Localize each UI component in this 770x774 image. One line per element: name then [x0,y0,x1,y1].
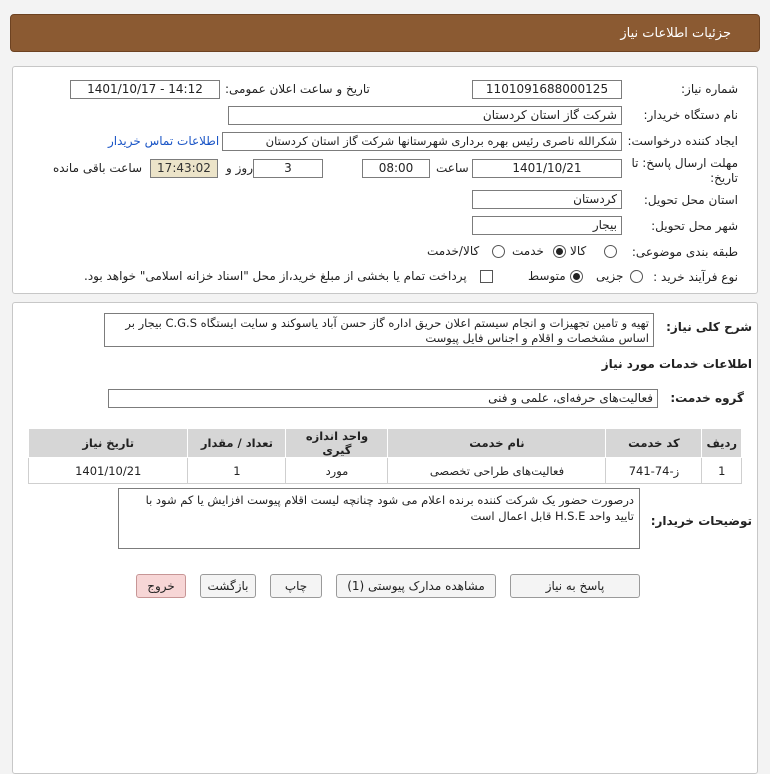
announce-label: تاریخ و ساعت اعلان عمومی: [225,82,370,96]
province-label: استان محل تحویل: [643,193,738,207]
announce-field: 1401/10/17 - 14:12 [70,80,220,99]
cell-unit: مورد [286,458,388,484]
category-goods-radio[interactable] [604,245,617,258]
payment-treasury-checkbox[interactable] [480,270,493,283]
table-row [29,458,742,484]
category-goods-label: کالا [570,244,587,258]
days-label: روز و [226,161,253,175]
cell-quantity: 1 [188,458,286,484]
city-label: شهر محل تحویل: [651,219,738,233]
category-label: طبقه بندی موضوعی: [631,245,738,259]
category-service-radio[interactable] [553,245,566,258]
need-number-field: 1101091688000125 [472,80,622,99]
payment-treasury-label: پرداخت تمام یا بخشی از مبلغ خرید،از محل "اسناد خزانه اسلامی" خواهد بود. [84,269,467,283]
cell-service-name: فعالیت‌های طراحی تخصصی [388,458,606,484]
services-section-title: اطلاعات خدمات مورد نیاز [601,357,752,371]
deadline-label: مهلت ارسال پاسخ: تا تاریخ: [631,156,738,185]
services-table-wrap [28,428,742,484]
description-label: شرح کلی نیاز: [666,320,752,334]
city-field: بیجار [472,216,622,235]
creator-label: ایجاد کننده درخواست: [627,134,738,148]
process-medium-radio[interactable] [570,270,583,283]
page-title: جزئیات اطلاعات نیاز [620,26,731,41]
buyer-org-label: نام دستگاه خریدار: [643,108,738,122]
contact-info-link[interactable]: اطلاعات تماس خریدار [108,134,220,148]
col-unit: واحد اندازه گیری [286,429,388,458]
category-both-label: کالا/خدمت [427,244,480,258]
deadline-date-field: 1401/10/21 [472,159,622,178]
process-label: نوع فرآیند خرید : [653,270,738,284]
service-group-label: گروه خدمت: [670,391,744,405]
buyer-notes-label: توضیحات خریدار: [650,514,752,528]
services-table-header [29,429,742,458]
col-need-date: تاریخ نیاز [29,429,188,458]
col-service-code: کد خدمت [606,429,702,458]
buyer-notes-text: درصورت حضور یک شرکت کننده برنده اعلام می شود چنانچه لیست اقلام پیوست افزایش یا کم شود با تایید واحد H.S.E قابل اعمال است [118,488,640,549]
exit-button[interactable]: خروج [136,574,186,598]
col-service-name: نام خدمت [388,429,606,458]
view-attachments-button[interactable]: مشاهده مدارک پیوستی (1) [336,574,496,598]
category-service-label: خدمت [512,244,544,258]
cell-service-code: ز-74-741 [606,458,702,484]
need-number-label: شماره نیاز: [681,82,738,96]
cell-row-number: 1 [702,458,742,484]
creator-field: شکرالله ناصری رئیس بهره برداری شهرستانها شرکت گاز استان کردستان [222,132,622,151]
description-text: تهیه و تامین تجهیزات و انجام سیستم اعلان حریق اداره گاز حسن آباد یاسوکند و سایت ایستگاه C.G.S بیجار بر اساس مشخصات و اقلام و اجناس فایل پیوست [104,313,654,347]
days-field: 3 [253,159,323,178]
back-button[interactable]: بازگشت [200,574,256,598]
cell-need-date: 1401/10/21 [29,458,188,484]
buyer-org-field: شرکت گاز استان کردستان [228,106,622,125]
print-button[interactable]: چاپ [270,574,322,598]
service-group-field: فعالیت‌های حرفه‌ای، علمی و فنی [108,389,658,408]
remaining-label: ساعت باقی مانده [53,161,143,175]
category-both-radio[interactable] [492,245,505,258]
process-medium-label: متوسط [528,269,566,283]
deadline-time-label: ساعت [436,161,469,175]
respond-button[interactable]: پاسخ به نیاز [510,574,640,598]
col-quantity: تعداد / مقدار [188,429,286,458]
page-header [10,14,760,52]
col-row-number: ردیف [702,429,742,458]
process-minor-label: جزیی [596,269,624,283]
services-table [28,428,742,484]
process-minor-radio[interactable] [630,270,643,283]
remaining-time-field: 17:43:02 [150,159,218,178]
province-field: کردستان [472,190,622,209]
deadline-time-field: 08:00 [362,159,430,178]
